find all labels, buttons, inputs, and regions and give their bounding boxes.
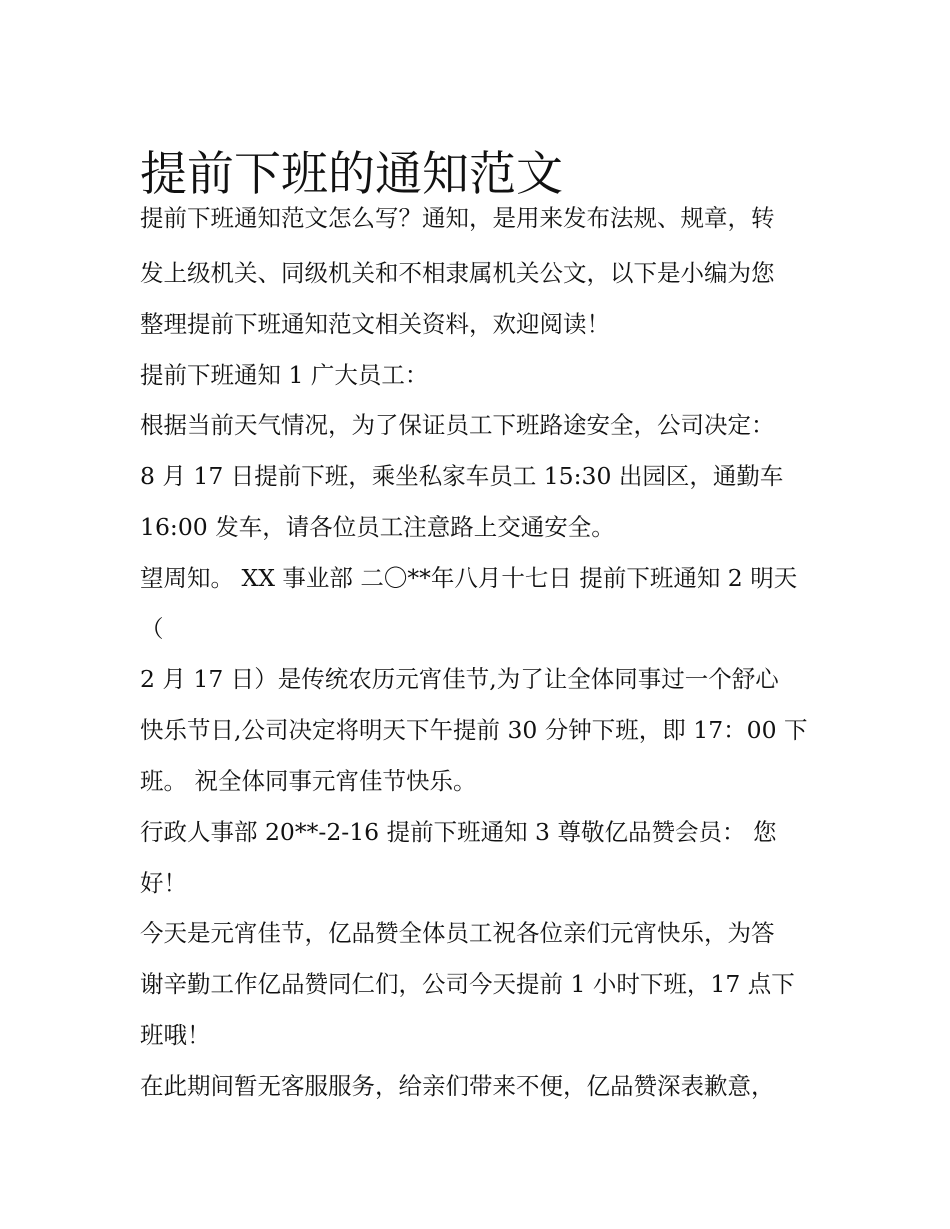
body-line-3: 整理提前下班通知范文相关资料，欢迎阅读！	[140, 310, 610, 338]
body-line-10: 2 月 17 日）是传统农历元宵佳节,为了让全体同事过一个舒心	[140, 665, 779, 693]
body-line-14: 好！	[140, 869, 187, 897]
body-line-16: 谢辛勤工作亿品赞同仁们，公司今天提前 1 小时下班，17 点下	[140, 970, 795, 998]
body-line-2: 发上级机关、同级机关和不相隶属机关公文，以下是小编为您	[140, 259, 775, 287]
body-line-11: 快乐节日,公司决定将明天下午提前 30 分钟下班，即 17：00 下	[140, 716, 808, 744]
body-line-8: 望周知。 XX 事业部 二〇**年八月十七日 提前下班通知 2 明天	[140, 564, 798, 592]
body-line-4: 提前下班通知 1 广大员工：	[140, 361, 429, 389]
body-line-18: 在此期间暂无客服服务，给亲们带来不便，亿品赞深表歉意，	[140, 1072, 775, 1100]
body-line-12: 班。 祝全体同事元宵佳节快乐。	[140, 767, 477, 795]
body-line-7: 16:00 发车，请各位员工注意路上交通安全。	[140, 513, 615, 541]
body-line-9: （	[140, 615, 164, 643]
body-line-15: 今天是元宵佳节，亿品赞全体员工祝各位亲们元宵快乐，为答	[140, 919, 775, 947]
body-line-1: 提前下班通知范文怎么写？通知，是用来发布法规、规章，转	[140, 204, 775, 232]
body-line-6: 8 月 17 日提前下班，乘坐私家车员工 15:30 出园区，通勤车	[140, 462, 784, 490]
body-line-17: 班哦！	[140, 1021, 211, 1049]
body-line-5: 根据当前天气情况，为了保证员工下班路途安全，公司决定：	[140, 411, 775, 439]
body-line-13: 行政人事部 20**-2-16 提前下班通知 3 尊敬亿品赞会员： 您	[140, 818, 777, 846]
document-title: 提前下班的通知范文	[140, 147, 563, 203]
